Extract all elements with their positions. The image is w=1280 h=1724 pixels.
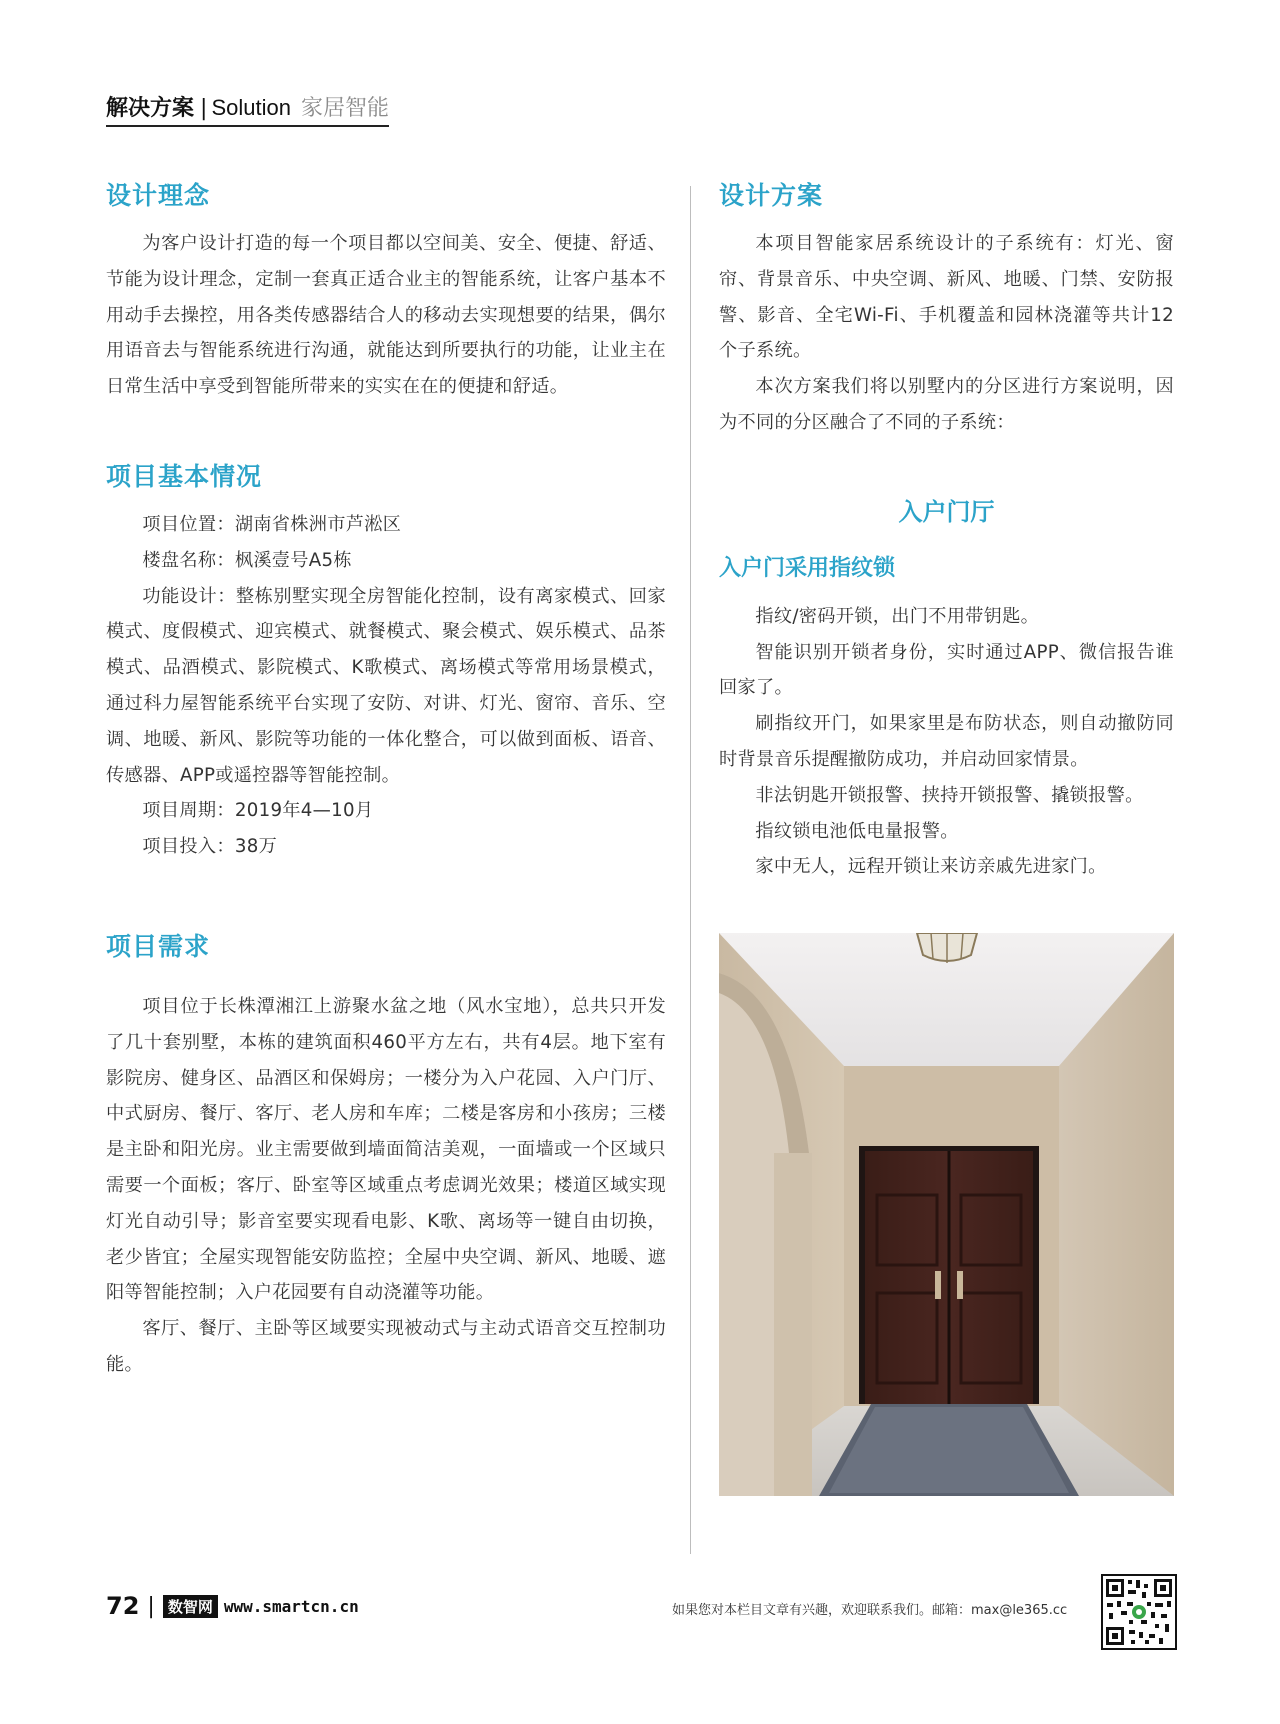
page-number: 72 bbox=[106, 1592, 140, 1620]
project-needs-paragraph: 项目位于长株潭湘江上游聚水盆之地（风水宝地），总共只开发了几十套别墅，本栋的建筑面积460平方左右，共有4层。地下室有影院房、健身区、品酒区和保姆房；一楼分为入户花园、入户门厅、中式厨房、餐厅、客厅、老人房和车库；二楼是客房和小孩房；三楼是主卧和阳光房。业主需要做到墙面简洁美观，一面墙或一个区域只需要一个面板；客厅、卧室等区域重点考虑调光效果；楼道区域实现灯光自动引导；影音室要实现看电影、K歌、离场等一键自由切换，老少皆宜；全屋实现智能安防监控；全屋中央空调、新风、地暖、遮阳等智能控制；入户花园要有自动浇灌等功能。 bbox=[106, 995, 666, 1304]
qr-code bbox=[1101, 1574, 1177, 1650]
project-function-design: 功能设计：整栋别墅实现全房智能化控制，设有离家模式、回家模式、度假模式、迎宾模式、就餐模式、聚会模式、娱乐模式、品茶模式、品酒模式、影院模式、K歌模式、离场模式等常用场景模式，通过科力屋智能系统平台实现了安防、对讲、灯光、窗帘、音乐、空调、地暖、新风、影院等功能的一体化整合，可以做到面板、语音、传感器、APP或遥控器等智能控制。 bbox=[106, 585, 666, 786]
right-column bbox=[719, 178, 1174, 885]
design-concept-paragraph: 为客户设计打造的每一个项目都以空间美、安全、便捷、舒适、节能为设计理念，定制一套真正适合业主的智能系统，让客户基本不用动手去操控，用各类传感器结合人的移动去实现想要的结果，偶尔用语音去与智能系统进行沟通，就能达到所要执行的功能，让业主在日常生活中享受到智能所带来的实实在在的便捷和舒适。 bbox=[106, 233, 666, 398]
design-plan-title: 设计方案 bbox=[719, 181, 824, 210]
project-needs-voice-paragraph: 客厅、餐厅、主卧等区域要实现被动式与主动式语音交互控制功能。 bbox=[106, 1318, 666, 1375]
project-building-name: 楼盘名称：枫溪壹号A5栋 bbox=[142, 549, 352, 571]
header-category: 家居智能 bbox=[300, 96, 389, 121]
left-column bbox=[106, 178, 666, 1383]
entrance-door-photo bbox=[719, 933, 1174, 1496]
entry-hall-item: 非法钥匙开锁报警、挟持开锁报警、撬锁报警。 bbox=[755, 784, 1144, 806]
footer-contact: 如果您对本栏目文章有兴趣，欢迎联系我们。邮箱：max@le365.cc bbox=[672, 1603, 1068, 1618]
entry-hall-item: 智能识别开锁者身份，实时通过APP、微信报告谁回家了。 bbox=[719, 641, 1174, 699]
running-header bbox=[106, 94, 389, 127]
entry-hall-item: 刷指纹开门，如果家里是布防状态，则自动撤防同时背景音乐提醒撤防成功，并启动回家情景。 bbox=[719, 713, 1174, 770]
design-plan-subsystems: 本项目智能家居系统设计的子系统有：灯光、窗帘、背景音乐、中央空调、新风、地暖、门禁、安防报警、影音、全宅Wi-Fi、手机覆盖和园林浇灌等共计12个子系统。 bbox=[719, 233, 1174, 362]
entry-hall-item: 家中无人，远程开锁让来访亲戚先进家门。 bbox=[755, 856, 1107, 878]
footer-website-link[interactable]: www.smartcn.cn bbox=[223, 1596, 359, 1616]
project-investment: 项目投入：38万 bbox=[142, 836, 278, 858]
column-divider bbox=[690, 186, 691, 1554]
brand-logo: 数智网 bbox=[163, 1595, 218, 1618]
project-basics-title: 项目基本情况 bbox=[106, 461, 263, 491]
design-concept-title: 设计理念 bbox=[106, 181, 211, 210]
project-location: 项目位置：湖南省株洲市芦淞区 bbox=[142, 513, 402, 535]
entry-hall-title: 入户门厅 bbox=[898, 496, 995, 526]
header-section-en: Solution bbox=[211, 95, 291, 120]
header-separator: | bbox=[200, 96, 208, 121]
entry-hall-item: 指纹锁电池低电量报警。 bbox=[755, 820, 959, 842]
entry-hall-subtitle: 入户门采用指纹锁 bbox=[719, 555, 896, 581]
project-needs-title: 项目需求 bbox=[106, 931, 211, 961]
footer-left bbox=[106, 1592, 359, 1620]
header-section-cn: 解决方案 bbox=[106, 96, 195, 121]
entry-hall-item: 指纹/密码开锁，出门不用带钥匙。 bbox=[755, 605, 1040, 627]
design-plan-zones: 本次方案我们将以别墅内的分区进行方案说明，因为不同的分区融合了不同的子系统： bbox=[719, 376, 1174, 433]
footer-separator: | bbox=[147, 1593, 155, 1619]
project-period: 项目周期：2019年4—10月 bbox=[142, 800, 374, 822]
